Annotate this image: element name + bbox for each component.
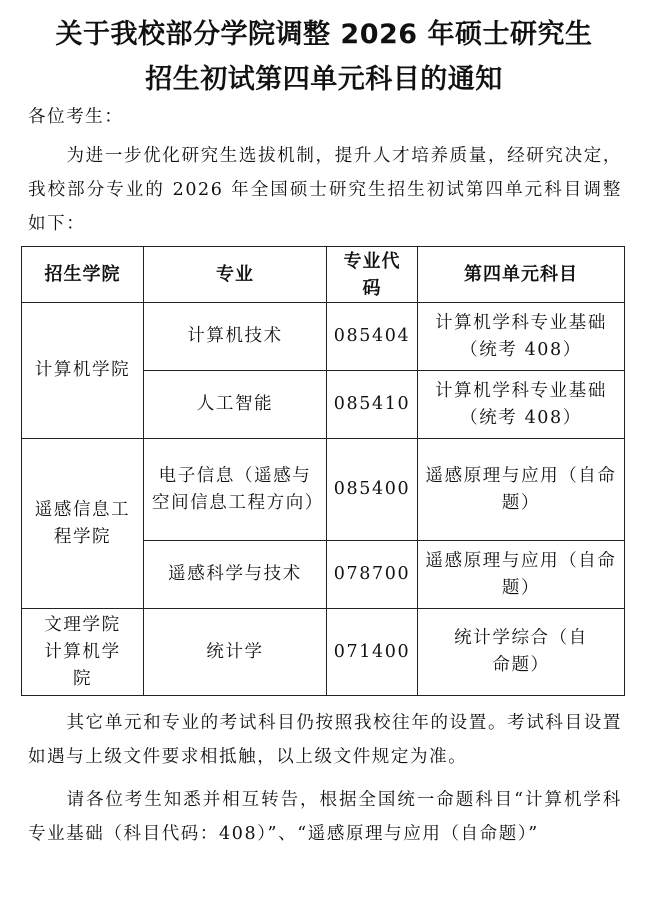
intro-paragraph: 为进一步优化研究生选拔机制，提升人才培养质量，经研究决定，我校部分专业的 2026 年全国硕士研究生招生初试第四单元科目调整如下： bbox=[28, 146, 622, 234]
closing-paragraph-1: 其它单元和专业的考试科目仍按照我校往年的设置。考试科目设置如遇与上级文件要求相抵触，以上级文件规定为准。 bbox=[28, 713, 622, 767]
code-cell: 085410 bbox=[327, 371, 418, 439]
subject-adjustment-table bbox=[21, 246, 625, 696]
header-major: 专业 bbox=[144, 247, 327, 303]
subject-cell: 计算机学科专业基础（统考 408） bbox=[418, 303, 625, 371]
subject-cell: 统计学综合（自命题） bbox=[418, 609, 625, 696]
college-cell: 文理学院 计算机学院 bbox=[22, 609, 144, 696]
greeting: 各位考生： bbox=[28, 107, 124, 127]
subject-cell: 计算机学科专业基础（统考 408） bbox=[418, 371, 625, 439]
code-cell: 071400 bbox=[327, 609, 418, 696]
major-cell: 计算机技术 bbox=[144, 303, 327, 371]
major-cell: 遥感科学与技术 bbox=[144, 541, 327, 609]
major-cell: 电子信息（遥感与空间信息工程方向） bbox=[144, 439, 327, 541]
subject-cell: 遥感原理与应用（自命题） bbox=[418, 439, 625, 541]
code-cell: 078700 bbox=[327, 541, 418, 609]
table-row bbox=[22, 439, 625, 541]
table-header-row bbox=[22, 247, 625, 303]
notice-title-line-1: 关于我校部分学院调整 2026 年硕士研究生 bbox=[55, 19, 593, 50]
college-cell: 计算机学院 bbox=[22, 303, 144, 439]
header-college: 招生学院 bbox=[22, 247, 144, 303]
code-cell: 085404 bbox=[327, 303, 418, 371]
notice-title-line-2: 招生初试第四单元科目的通知 bbox=[145, 64, 503, 95]
subject-cell: 遥感原理与应用（自命题） bbox=[418, 541, 625, 609]
closing-paragraph-2: 请各位考生知悉并相互转告，根据全国统一命题科目“计算机学科专业基础（科目代码：408）”、“遥感原理与应用（自命题）” bbox=[28, 790, 622, 844]
college-cell: 遥感信息工程学院 bbox=[22, 439, 144, 609]
code-cell: 085400 bbox=[327, 439, 418, 541]
major-cell: 统计学 bbox=[144, 609, 327, 696]
header-subject: 第四单元科目 bbox=[418, 247, 625, 303]
major-cell: 人工智能 bbox=[144, 371, 327, 439]
table-row bbox=[22, 303, 625, 371]
table-row bbox=[22, 609, 625, 696]
header-code: 专业代码 bbox=[327, 247, 418, 303]
